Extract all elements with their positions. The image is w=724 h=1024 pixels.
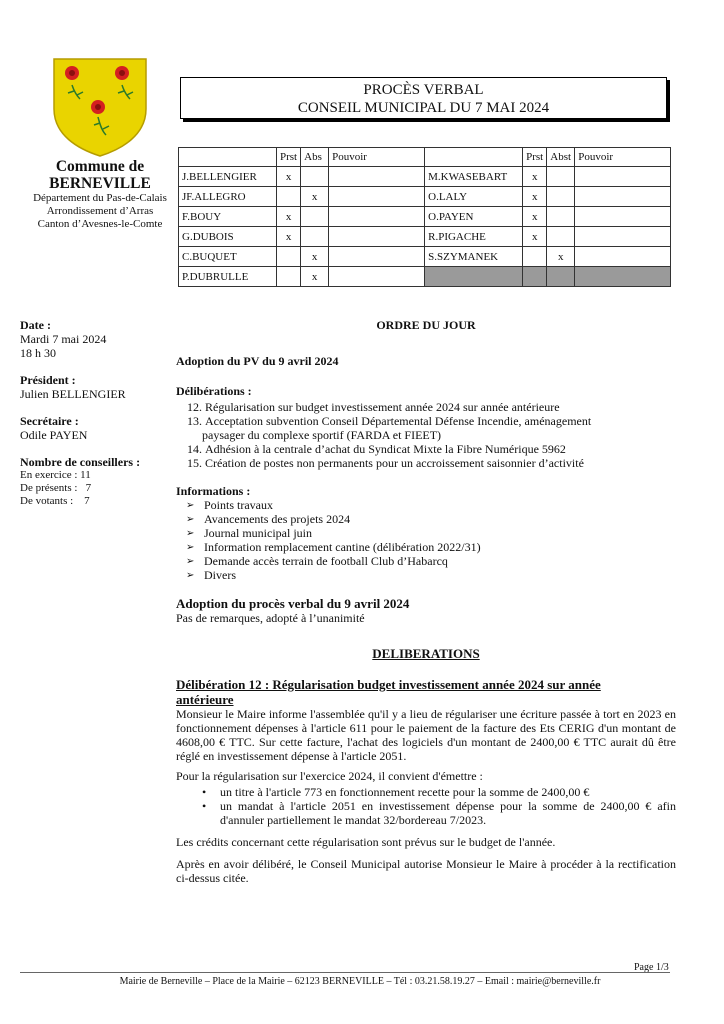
- absent-mark: [547, 227, 575, 247]
- present-mark: x: [523, 167, 547, 187]
- member-name: J.BELLENGIER: [179, 167, 277, 187]
- meeting-info: [20, 318, 170, 508]
- proxy-cell: [329, 227, 425, 247]
- commune-canton: Canton d’Avesnes-le-Comte: [37, 218, 163, 230]
- deliberation-12-paragraph-4: Après en avoir délibéré, le Conseil Municipal autorise Monsieur le Maire à procéder à la rectification ci-dessus citée.: [176, 857, 676, 885]
- table-header-cell: Abs: [301, 148, 329, 167]
- absent-mark: [547, 187, 575, 207]
- list-item: ➢ Avancements des projets 2024: [186, 512, 351, 526]
- commune-name-line-1: Commune de: [55, 158, 145, 175]
- president-value: Julien BELLENGIER: [20, 387, 126, 401]
- proxy-cell: [329, 247, 425, 267]
- commune-name-line-2: BERNEVILLE: [49, 175, 151, 192]
- commune-department: Département du Pas-de-Calais: [33, 192, 167, 204]
- proxy-cell: [329, 267, 425, 287]
- list-item: 12. Régularisation sur budget investissement année 2024 sur année antérieure: [187, 400, 560, 414]
- list-item: 13. Acceptation subvention Conseil Départemental Défense Incendie, aménagement: [187, 414, 592, 428]
- table-header-cell: Pouvoir: [329, 148, 425, 167]
- arrow-bullet-icon: ➢: [186, 542, 195, 553]
- member-name: O.PAYEN: [425, 207, 523, 227]
- table-row: [179, 187, 671, 207]
- list-item: paysager du complexe sportif (FARDA et FIEET): [202, 428, 442, 442]
- present-mark: x: [523, 207, 547, 227]
- secretary-label: Secrétaire :: [20, 414, 79, 428]
- pv-section-text: Pas de remarques, adopté à l’unanimité: [176, 611, 365, 625]
- member-name: G.DUBOIS: [179, 227, 277, 247]
- deliberation-12-paragraph-2: Pour la régularisation sur l'exercice 2024, il convient d'émettre :: [176, 769, 483, 783]
- arrow-bullet-icon: ➢: [186, 570, 195, 581]
- attendance-table: [178, 147, 671, 287]
- president-label: Président :: [20, 373, 76, 387]
- arrow-bullet-icon: ➢: [186, 556, 195, 567]
- absent-mark: x: [547, 247, 575, 267]
- list-item: 15. Création de postes non permanents pour un accroissement saisonnier d’activité: [187, 456, 584, 470]
- list-item: • un mandat à l'article 2051 en investissement dépense pour la somme de 2400,00 € afin d'annuler partiellement le mandat 32/bordereau 7/2023.: [202, 799, 676, 827]
- list-item: ➢ Information remplacement cantine (délibération 2022/31): [186, 540, 481, 554]
- deliberations-label: Délibérations :: [176, 384, 252, 398]
- proxy-cell: [329, 167, 425, 187]
- table-row: [179, 167, 671, 187]
- list-item: ➢ Demande accès terrain de football Club d’Habarcq: [186, 554, 448, 568]
- member-name: M.KWASEBART: [425, 167, 523, 187]
- empty-shaded-cell: [575, 267, 671, 287]
- member-name: S.SZYMANEK: [425, 247, 523, 267]
- member-name: JF.ALLEGRO: [179, 187, 277, 207]
- proxy-cell: [575, 247, 671, 267]
- list-item: ➢ Divers: [186, 568, 236, 582]
- councillors-label: Nombre de conseillers :: [20, 455, 141, 469]
- proxy-cell: [575, 187, 671, 207]
- deliberations-list: [176, 400, 676, 470]
- table-header-cell: [179, 148, 277, 167]
- table-header-cell: Abst: [547, 148, 575, 167]
- title-box: [180, 77, 667, 119]
- table-header-cell: [425, 148, 523, 167]
- absent-mark: [301, 167, 329, 187]
- proxy-cell: [575, 227, 671, 247]
- member-name: C.BUQUET: [179, 247, 277, 267]
- empty-shaded-cell: [523, 267, 547, 287]
- secretary-value: Odile PAYEN: [20, 428, 88, 442]
- empty-shaded-cell: [547, 267, 575, 287]
- footer-divider: [20, 972, 670, 973]
- present-mark: [277, 187, 301, 207]
- agenda-heading: ORDRE DU JOUR: [376, 318, 476, 332]
- proxy-cell: [329, 207, 425, 227]
- list-item: • un titre à l'article 773 en fonctionnement recette pour la somme de 2400,00 €: [202, 785, 590, 799]
- footer-address: Mairie de Berneville – Place de la Mairie – 62123 BERNEVILLE – Tél : 03.21.58.19.27 – Email : mairie@berneville.fr: [119, 976, 601, 987]
- table-row: [179, 227, 671, 247]
- present-mark: x: [277, 207, 301, 227]
- date-label: Date :: [20, 318, 51, 332]
- absent-mark: [547, 167, 575, 187]
- arrow-bullet-icon: ➢: [186, 528, 195, 539]
- proxy-cell: [575, 207, 671, 227]
- table-header-cell: Prst: [277, 148, 301, 167]
- deliberation-12-paragraph-3: Les crédits concernant cette régularisation sont prévus sur le budget de l'année.: [176, 835, 556, 849]
- present-mark: x: [277, 227, 301, 247]
- table-row: [179, 247, 671, 267]
- title-line-2: CONSEIL MUNICIPAL DU 7 MAI 2024: [297, 100, 550, 116]
- pv-section-heading: Adoption du procès verbal du 9 avril 2024: [176, 596, 410, 611]
- present-mark: [277, 247, 301, 267]
- table-row: [179, 207, 671, 227]
- present-mark: x: [523, 227, 547, 247]
- member-name: P.DUBRULLE: [179, 267, 277, 287]
- table-header-row: [179, 148, 671, 167]
- absent-mark: [301, 207, 329, 227]
- coat-of-arms-image: [52, 57, 148, 157]
- councillors-present: De présents : 7: [20, 482, 92, 494]
- agenda-pv-adoption: Adoption du PV du 9 avril 2024: [176, 354, 339, 368]
- present-mark: [523, 247, 547, 267]
- proxy-cell: [329, 187, 425, 207]
- councillors-in-office: En exercice : 11: [20, 469, 91, 481]
- deliberation-12-title: Délibération 12 : Régularisation budget investissement année 2024 sur année antérieure: [176, 677, 601, 707]
- arrow-bullet-icon: ➢: [186, 500, 195, 511]
- informations-list: [176, 498, 676, 582]
- deliberations-heading: DELIBERATIONS: [372, 646, 480, 661]
- present-mark: x: [523, 187, 547, 207]
- list-item: ➢ Points travaux: [186, 498, 273, 512]
- deliberation-12-bullets: [176, 785, 676, 827]
- arrow-bullet-icon: ➢: [186, 514, 195, 525]
- commune-block: [20, 158, 180, 231]
- member-name: R.PIGACHE: [425, 227, 523, 247]
- title-line-1: PROCÈS VERBAL: [363, 82, 484, 98]
- deliberation-12-paragraph-1: Monsieur le Maire informe l'assemblée qu'il y a lieu de régulariser une écriture passée à tort en 2023 en fonctionnement dépenses à l'article 611 pour le paiement de la facture des Ets CERIG d'un montant de 4608,00 € TTC. Sur cette facture, l'achat des logiciels d'un montant de 2400,00 € TTC aurait dû être réglé en investissement dépense à l'article 2051.: [176, 707, 676, 763]
- table-header-cell: Pouvoir: [575, 148, 671, 167]
- bullet-icon: •: [202, 785, 207, 799]
- time-value: 18 h 30: [20, 346, 56, 360]
- list-item: ➢ Journal municipal juin: [186, 526, 312, 540]
- present-mark: x: [277, 167, 301, 187]
- empty-shaded-cell: [425, 267, 523, 287]
- absent-mark: x: [301, 267, 329, 287]
- absent-mark: [547, 207, 575, 227]
- member-name: F.BOUY: [179, 207, 277, 227]
- bullet-icon: •: [202, 799, 207, 813]
- member-name: O.LALY: [425, 187, 523, 207]
- page-number: Page 1/3: [634, 962, 669, 973]
- commune-arrondissement: Arrondissement d’Arras: [46, 205, 154, 217]
- absent-mark: x: [301, 187, 329, 207]
- table-row: [179, 267, 671, 287]
- proxy-cell: [575, 167, 671, 187]
- list-item: 14. Adhésion à la centrale d’achat du Syndicat Mixte la Fibre Numérique 5962: [187, 442, 566, 456]
- date-value: Mardi 7 mai 2024: [20, 332, 107, 346]
- absent-mark: [301, 227, 329, 247]
- table-header-cell: Prst: [523, 148, 547, 167]
- present-mark: [277, 267, 301, 287]
- main-content: [176, 318, 676, 885]
- absent-mark: x: [301, 247, 329, 267]
- councillors-voters: De votants : 7: [20, 495, 90, 507]
- informations-label: Informations :: [176, 484, 251, 498]
